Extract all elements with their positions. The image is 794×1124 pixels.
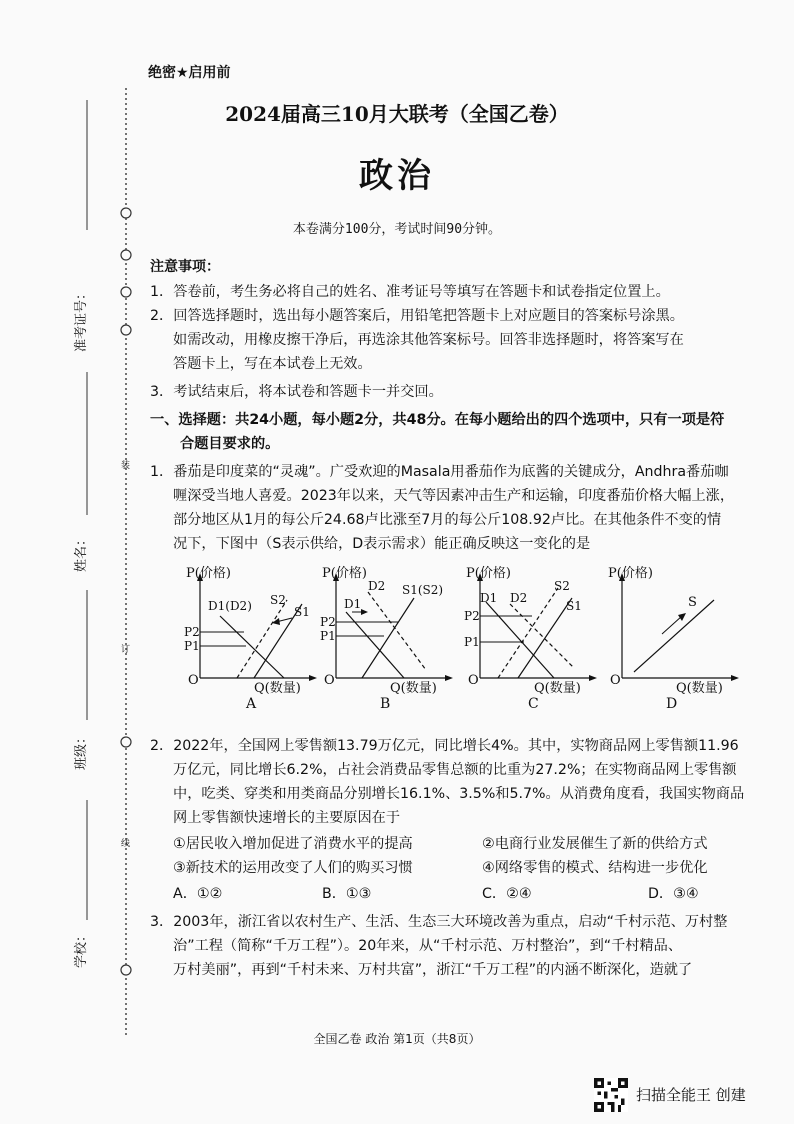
demand-curve-d2: [368, 592, 426, 670]
score-info: 本卷满分100分，考试时间90分钟。: [292, 222, 502, 237]
q2-item: ②电商行业发展催生了新的供给方式: [482, 836, 708, 852]
p1-label: P1: [184, 639, 200, 653]
note-line: 答题卡上，写在本试卷上无效。: [173, 356, 372, 372]
option-a-label: A: [246, 696, 257, 710]
q2-item: ③新技术的运用改变了人们的购买习惯: [173, 860, 413, 876]
school-label: 学校：: [74, 928, 89, 968]
graph-a: [182, 560, 322, 710]
s2-label: S2: [270, 593, 286, 607]
q2-line: 2．2022年，全国网上零售额13.79万亿元，同比增长4%。其中，实物商品网上零售额11.96: [150, 738, 739, 754]
graph-b: [318, 560, 458, 710]
name-label: 姓名：: [74, 532, 89, 572]
q2-choice-c: C．②④: [482, 886, 532, 902]
d1-label: D1: [344, 597, 362, 611]
scan-watermark: 扫描全能王 创建: [636, 1086, 746, 1104]
q2-item: ①居民收入增加促进了消费水平的提高: [173, 836, 413, 852]
origin-label: O: [324, 673, 335, 688]
q1-line: 喱深受当地人喜爱。2023年以来，天气等因素冲击生产和运输，印度番茄价格大幅上涨，: [173, 488, 735, 504]
x-axis-label: Q(数量): [390, 681, 437, 696]
note-line: 3．考试结束后，将本试卷和答题卡一并交回。: [150, 384, 443, 400]
option-d-label: D: [666, 696, 678, 710]
d1-label: D1: [480, 591, 498, 605]
y-axis-label: P(价格): [608, 566, 653, 581]
option-c-label: C: [528, 696, 539, 710]
q2-item: ④网络零售的模式、结构进一步优化: [482, 860, 708, 876]
notes-heading: 注意事项：: [150, 259, 220, 275]
xian-mark: 线: [121, 839, 131, 849]
q2-choice-b: B．①③: [322, 886, 372, 902]
p1-label: P1: [464, 635, 480, 649]
d2-label: D2: [368, 579, 386, 593]
supply-curve-s1: [518, 598, 572, 678]
q2-line: 万亿元，同比增长6.2%，占社会消费品零售总额的比重为27.2%；在实物商品网上零售额: [173, 762, 737, 778]
page-footer: 全国乙卷 政治 第1页（共8页）: [313, 1032, 481, 1046]
section-heading-cont: 合题目要求的。: [180, 436, 280, 452]
origin-label: O: [188, 673, 199, 688]
s1-label: S1: [566, 599, 582, 613]
exam-title: 2024届高三10月大联考（全国乙卷）: [225, 102, 569, 126]
x-axis-label: Q(数量): [676, 681, 723, 696]
graph-c: [462, 560, 602, 710]
q1-line: 1．番茄是印度菜的“灵魂”。广受欢迎的Masala用番茄作为底酱的关键成分，Andhra番茄咖: [150, 464, 729, 480]
q1-line: 部分地区从1月的每公斤24.68卢比涨至7月的每公斤108.92卢比。在其他条件不变的情: [173, 512, 722, 528]
origin-label: O: [468, 673, 479, 688]
y-axis-label: P(价格): [466, 566, 511, 581]
s-label: S1(S2): [402, 583, 444, 597]
q1-line: 况下，下图中（S表示供给，D表示需求）能正确反映这一变化的是: [173, 536, 591, 552]
ding-mark: 订: [121, 645, 131, 655]
note-line: 1．答卷前，考生务必将自己的姓名、准考证号等填写在答题卡和试卷指定位置上。: [150, 284, 670, 300]
p1-label: P1: [320, 629, 336, 643]
p2-label: P2: [464, 609, 480, 623]
option-b-label: B: [380, 696, 391, 710]
note-line: 如需改动，用橡皮擦干净后，再选涂其他答案标号。回答非选择题时，将答案写在: [173, 332, 684, 348]
q2-line: 网上零售额快速增长的主要原因在于: [173, 810, 401, 826]
x-axis-label: Q(数量): [254, 681, 301, 696]
x-axis-label: Q(数量): [534, 681, 581, 696]
p2-label: P2: [320, 615, 336, 629]
qr-code-icon: [594, 1078, 628, 1112]
class-label: 班级：: [74, 730, 89, 770]
q2-choice-a: A．①②: [173, 886, 223, 902]
s2-label: S2: [554, 579, 570, 593]
section-heading: 一、选择题：共24小题，每小题2分，共48分。在每小题给出的四个选项中，只有一项是符: [150, 412, 725, 428]
origin-label: O: [610, 673, 621, 688]
q3-line: 3．2003年，浙江省以农村生产、生活、生态三大环境改善为重点，启动“千村示范、万村整: [150, 914, 728, 930]
q3-line: 万村美丽”，再到“千村未来、万村共富”，浙江“千万工程”的内涵不断深化，造就了: [173, 962, 693, 978]
s1-label: S1: [294, 605, 310, 619]
s-label: S: [688, 595, 697, 610]
note-line: 2．回答选择题时，选出每小题答案后，用铅笔把答题卡上对应题目的答案标号涂黑。: [150, 308, 684, 324]
d2-label: D2: [510, 591, 528, 605]
subject-title: 政治: [359, 156, 435, 196]
y-axis-label: P(价格): [186, 566, 231, 581]
q3-line: 治”工程（简称“千万工程”）。20年来，从“千村示范、万村整治”，到“千村精品、: [173, 938, 683, 954]
q2-choice-d: D．③④: [648, 886, 699, 902]
demand-curve-d2: [510, 604, 574, 668]
secret-mark: 绝密★启用前: [148, 65, 231, 81]
d-label: D1(D2): [208, 599, 252, 613]
graph-d: [604, 560, 744, 710]
exam-id-label: 准考证号：: [74, 286, 89, 352]
y-axis-label: P(价格): [322, 566, 367, 581]
zhuang-mark: 装: [121, 461, 131, 471]
p2-label: P2: [184, 625, 200, 639]
supply-curve: [634, 600, 714, 672]
supply-curve: [362, 598, 414, 678]
q2-line: 中，吃类、穿类和用类商品分别增长16.1%、3.5%和5.7%。从消费角度看，我国实物商品: [173, 786, 745, 802]
